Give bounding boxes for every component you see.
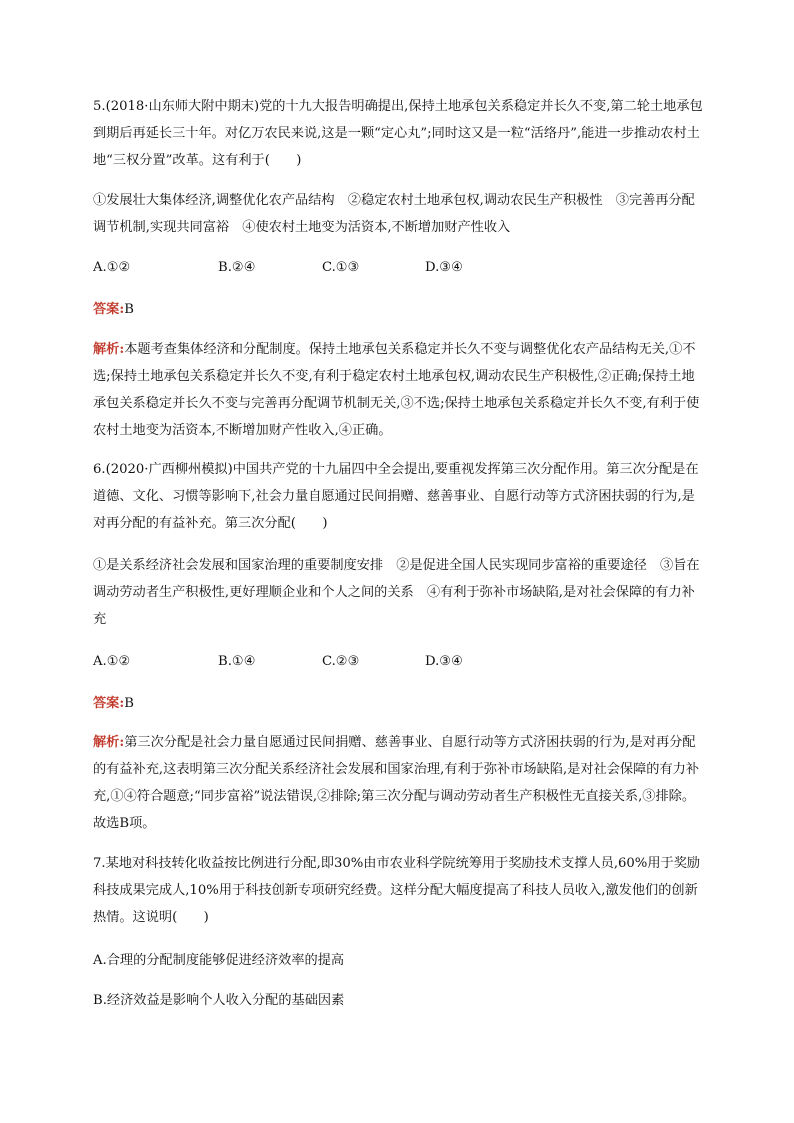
q6-option-c: C.②③ bbox=[322, 654, 360, 669]
q5-option-d: D.③④ bbox=[425, 260, 463, 275]
q6-answer-value: B bbox=[124, 696, 134, 711]
q5-stem: 5.(2018·山东师大附中期末)党的十九大报告明确提出,保持土地承包关系稳定并长久不变,第二轮土地承包到期后再延长三十年。对亿万农民来说,这是一颗“定心丸”;同时这又是一粒“活络丹”,能进一步推动农村土地“三权分置”改革。这有利于( ) bbox=[93, 99, 703, 168]
q5-analysis-text: 本题考查集体经济和分配制度。保持土地承包关系稳定并长久不变与调整优化农产品结构无关,①不选;保持土地承包关系稳定并长久不变,有利于稳定农村土地承包权,调动农民生产积极性,②正确;保持土地承包关系稳定并长久不变与完善再分配调节机制无关,③不选;保持土地承包关系稳定并长久不变,有利于使农村土地变为活资本,不断增加财产性收入,④正确。 bbox=[93, 342, 700, 438]
q6-answer bbox=[93, 694, 134, 714]
q7-option-a: A.合理的分配制度能够促进经济效率的提高 bbox=[93, 953, 345, 968]
q7-stem: 7.某地对科技转化收益按比例进行分配,即30%由市农业科学院统筹用于奖励技术支撑人员,60%用于奖励科技成果完成人,10%用于科技创新专项研究经费。这样分配大幅度提高了科技人员收入,激发他们的创新热情。这说明( ) bbox=[93, 856, 701, 925]
q6-analysis-text: 第三次分配是社会力量自愿通过民间捐赠、慈善事业、自愿行动等方式济困扶弱的行为,是对再分配的有益补充,这表明第三次分配关系经济社会发展和国家治理,有利于弥补市场缺陷,是对社会保障的有力补充,①④符合题意;“同步富裕”说法错误,②排除;第三次分配与调动劳动者生产积极性无直接关系,③排除。故选B项。 bbox=[93, 735, 700, 831]
q7-option-b: B.经济效益是影响个人收入分配的基础因素 bbox=[93, 993, 345, 1008]
q5-answer-value: B bbox=[124, 302, 134, 317]
q5-option-b: B.②④ bbox=[218, 260, 256, 275]
q5-answer bbox=[93, 300, 134, 320]
q6-option-a: A.①② bbox=[93, 654, 131, 669]
q5-answer-label: 答案: bbox=[93, 302, 125, 317]
q6-option-d: D.③④ bbox=[425, 654, 463, 669]
q6-analysis-label: 解析: bbox=[93, 735, 125, 750]
q6-option-b: B.①④ bbox=[218, 654, 256, 669]
q6-stem: 6.(2020·广西柳州模拟)中国共产党的十九届四中全会提出,要重视发挥第三次分配作用。第三次分配是在道德、文化、习惯等影响下,社会力量自愿通过民间捐赠、慈善事业、自愿行动等方式济困扶弱的行为,是对再分配的有益补充。第三次分配( ) bbox=[93, 462, 699, 531]
q6-analysis bbox=[93, 729, 703, 837]
q6-answer-label: 答案: bbox=[93, 696, 125, 711]
q5-option-c: C.①③ bbox=[322, 260, 360, 275]
q5-analysis-label: 解析: bbox=[93, 342, 125, 357]
q5-analysis bbox=[93, 336, 703, 444]
q5-statements: ①发展壮大集体经济,调整优化农产品结构 ②稳定农村土地承包权,调动农民生产积极性 ③完善再分配调节机制,实现共同富裕 ④使农村土地变为活资本,不断增加财产性收入 bbox=[93, 193, 695, 235]
q6-statements: ①是关系经济社会发展和国家治理的重要制度安排 ②是促进全国人民实现同步富裕的重要途径 ③旨在调动劳动者生产积极性,更好理顺企业和个人之间的关系 ④有利于弥补市场缺陷,是对社会保障的有力补充 bbox=[93, 558, 700, 627]
q5-option-a: A.①② bbox=[93, 260, 131, 275]
